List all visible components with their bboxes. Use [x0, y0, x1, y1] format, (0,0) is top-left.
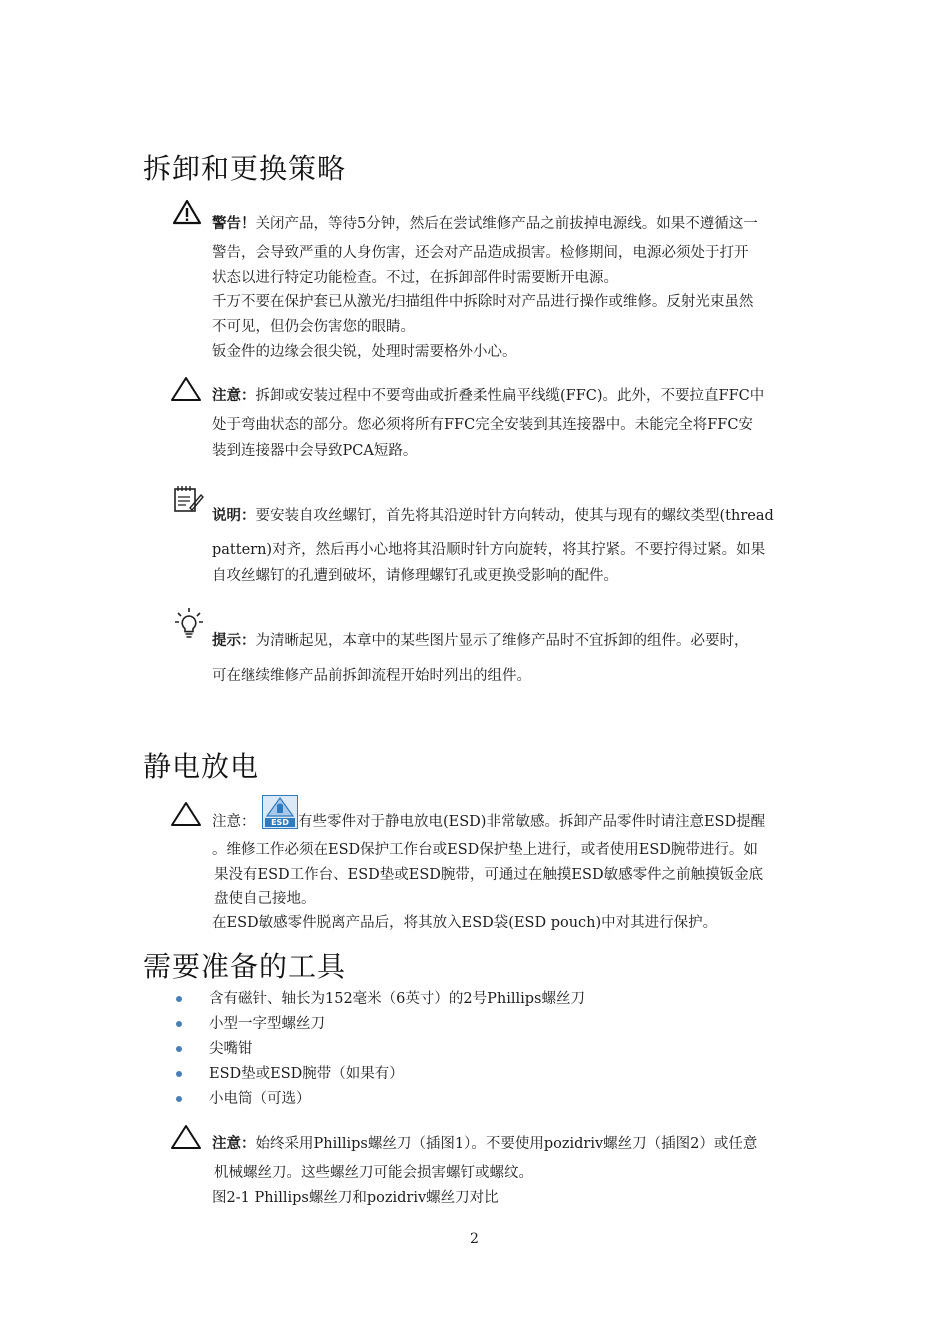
note-line-3: 自攻丝螺钉的孔遭到破坏，请修理螺钉孔或更换受影响的配件。 — [212, 568, 618, 584]
caution-line-2: 处于弯曲状态的部分。您必须将所有FFC完全安装到其连接器中。未能完全将FFC安 — [212, 417, 753, 433]
tip-icon — [174, 607, 204, 639]
section-title-esd: 静电放电 — [143, 750, 260, 783]
esd-line-1: 有些零件对于静电放电(ESD)非常敏感。拆卸产品零件时请注意ESD提醒 — [298, 814, 766, 830]
warning-line-3: 状态以进行特定功能检查。不过，在拆卸部件时需要断开电源。 — [212, 270, 618, 286]
bullet-icon — [176, 1096, 182, 1102]
caution-icon — [170, 801, 202, 827]
tool-item: 小电筒（可选） — [209, 1091, 311, 1107]
page-number: 2 — [470, 1231, 479, 1247]
caution-label: 注意： — [212, 387, 256, 404]
tool-item: ESD垫或ESD腕带（如果有） — [209, 1066, 404, 1082]
esd-line-3: 果没有ESD工作台、ESD垫或ESD腕带，可通过在触摸ESD敏感零件之前触摸钣金底 — [214, 867, 764, 883]
tip-label: 提示： — [212, 632, 256, 649]
tool-item: 含有磁针、轴长为152毫米（6英寸）的2号Phillips螺丝刀 — [209, 991, 585, 1007]
esd-caution-label: 注意： — [212, 814, 256, 830]
note-label: 说明： — [212, 507, 256, 524]
warning-line-4: 千万不要在保护套已从激光/扫描组件中拆除时对产品进行操作或维修。反射光束虽然 — [212, 294, 754, 310]
esd-line-4: 盘使自己接地。 — [214, 891, 316, 907]
caution-line-3: 装到连接器中会导致PCA短路。 — [212, 443, 418, 459]
caution-icon — [170, 1124, 202, 1150]
caution-line-1: 注意：拆卸或安装过程中不要弯曲或折叠柔性扁平线缆(FFC)。此外，不要拉直FFC中 — [212, 387, 765, 404]
warning-line-2: 警告，会导致严重的人身伤害，还会对产品造成损害。检修期间，电源必须处于打开 — [212, 245, 749, 261]
tip-line-1: 提示：为清晰起见，本章中的某些图片显示了维修产品时不宜拆卸的组件。必要时， — [212, 632, 749, 649]
esd-line-5: 在ESD敏感零件脱离产品后，将其放入ESD袋(ESD pouch)中对其进行保护。 — [212, 915, 718, 931]
section-title-disassembly: 拆卸和更换策略 — [143, 152, 347, 185]
tools-caution-label: 注意： — [212, 1135, 256, 1152]
bullet-icon — [176, 1046, 182, 1052]
tool-item: 小型一字型螺丝刀 — [209, 1016, 325, 1032]
esd-badge-text: ESD — [265, 818, 295, 827]
section-title-tools: 需要准备的工具 — [143, 950, 347, 983]
note-line-2: pattern)对齐，然后再小心地将其沿顺时针方向旋转，将其拧紧。不要拧得过紧。如果 — [212, 542, 766, 558]
warning-line-6: 钣金件的边缘会很尖锐，处理时需要格外小心。 — [212, 344, 517, 360]
note-icon — [172, 484, 204, 514]
note-line-1: 说明：要安装自攻丝螺钉，首先将其沿逆时针方向转动，使其与现有的螺纹类型(thread — [212, 507, 774, 524]
bullet-icon — [176, 1071, 182, 1077]
warning-line-1: 警告！关闭产品，等待5分钟，然后在尝试维修产品之前拔掉电源线。如果不遵循这一 — [212, 215, 758, 232]
bullet-icon — [176, 1021, 182, 1027]
figure-caption: 图2-1 Phillips螺丝刀和pozidriv螺丝刀对比 — [212, 1190, 499, 1206]
esd-icon — [262, 795, 298, 829]
bullet-icon — [176, 996, 182, 1002]
caution-icon — [170, 376, 202, 402]
tools-caution-line-1: 注意：始终采用Phillips螺丝刀（插图1）。不要使用pozidriv螺丝刀（插图2）或任意 — [212, 1135, 758, 1152]
tool-item: 尖嘴钳 — [209, 1041, 253, 1057]
esd-line-2: 。维修工作必须在ESD保护工作台或ESD保护垫上进行，或者使用ESD腕带进行。如 — [212, 842, 758, 858]
tip-line-2: 可在继续维修产品前拆卸流程开始时列出的组件。 — [212, 668, 531, 684]
warning-label: 警告！ — [212, 215, 256, 232]
warning-icon — [172, 199, 202, 225]
warning-line-5: 不可见，但仍会伤害您的眼睛。 — [212, 319, 415, 335]
tools-caution-line-2: 机械螺丝刀。这些螺丝刀可能会损害螺钉或螺纹。 — [214, 1165, 533, 1181]
